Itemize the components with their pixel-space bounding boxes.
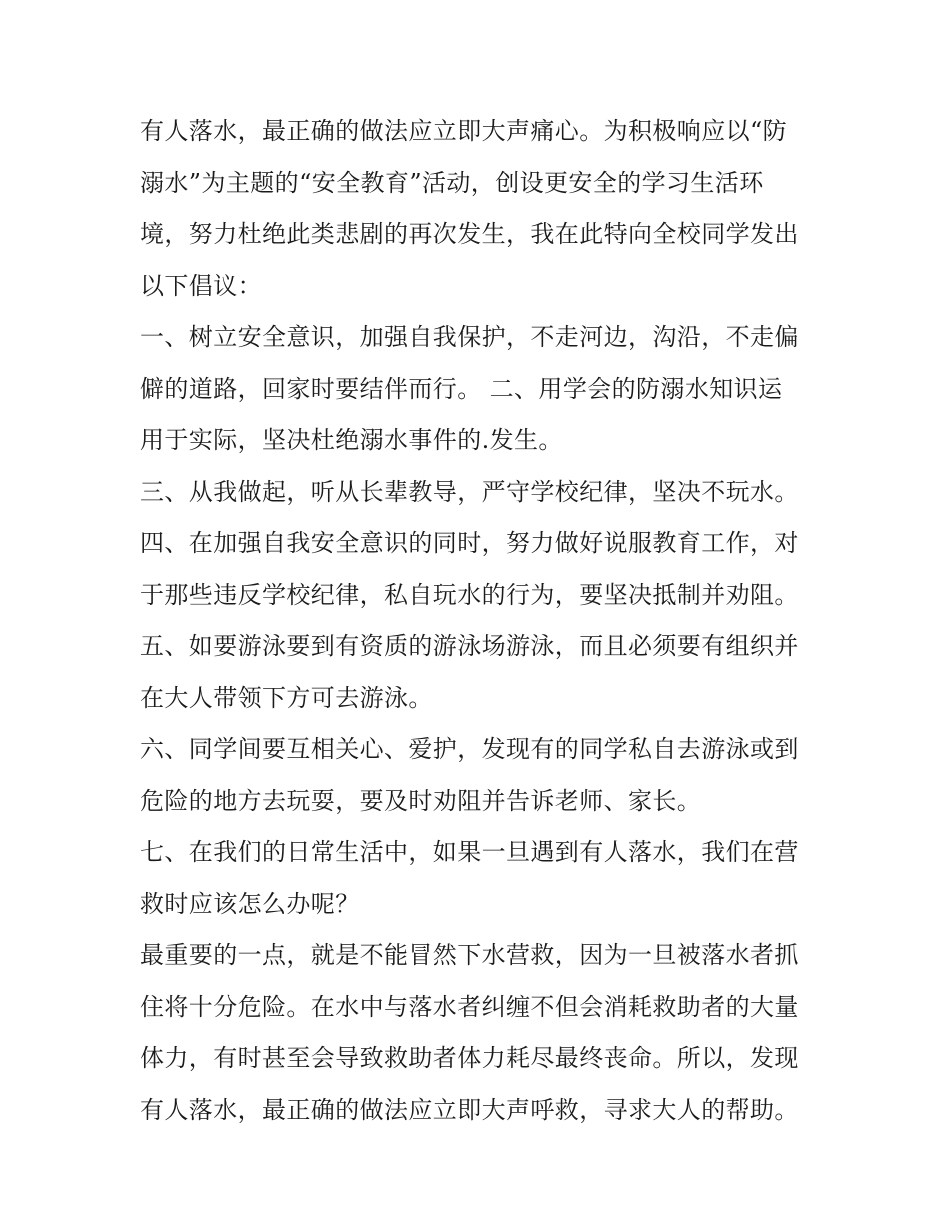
text-line: 有人落水，最正确的做法应立即大声痛心。为积极响应以“防 [140,117,788,145]
text-line: 六、同学间要互相关心、爱护，发现有的同学私自去游泳或到 [140,735,799,763]
text-line: 用于实际，坚决杜绝溺水事件的.发生。 [140,426,563,454]
text-line: 以下倡议： [140,271,262,300]
document-body [140,106,820,1136]
text-line: 一、树立安全意识，加强自我保护，不走河边，沟沿，不走偏 [140,323,799,351]
text-line: 四、在加强自我安全意识的同时，努力做好说服教育工作，对 [140,529,799,557]
text-line: 体力，有时甚至会导致救助者体力耗尽最终丧命。所以，发现 [140,1044,799,1072]
text-line: 于那些违反学校纪律，私自玩水的行为，要坚决抵制并劝阻。 [140,580,799,609]
text-line: 三、从我做起，听从长辈教导，严守学校纪律，坚决不玩水。 [140,477,799,506]
text-line: 僻的道路，回家时要结伴而行。 二、用学会的防溺水知识运 [140,374,783,403]
text-line: 溺水”为主题的“安全教育”活动，创设更安全的学习生活环 [140,168,764,197]
text-line: 住将十分危险。在水中与落水者纠缠不但会消耗救助者的大量 [140,992,799,1021]
text-line: 在大人带领下方可去游泳。 [140,683,433,712]
text-line: 五、如要游泳要到有资质的游泳场游泳，而且必须要有组织并 [140,632,799,660]
text-line: 七、在我们的日常生活中，如果一旦遇到有人落水，我们在营 [140,838,799,866]
text-line: 有人落水，最正确的做法应立即大声呼救，寻求大人的帮助。 [140,1095,799,1124]
text-line: 救时应该怎么办呢？ [140,889,360,918]
text-line: 危险的地方去玩耍，要及时劝阻并告诉老师、家长。 [140,786,702,815]
text-line: 境，努力杜绝此类悲剧的再次发生，我在此特向全校同学发出 [140,220,799,248]
text-line: 最重要的一点，就是不能冒然下水营救，因为一旦被落水者抓 [140,941,799,969]
